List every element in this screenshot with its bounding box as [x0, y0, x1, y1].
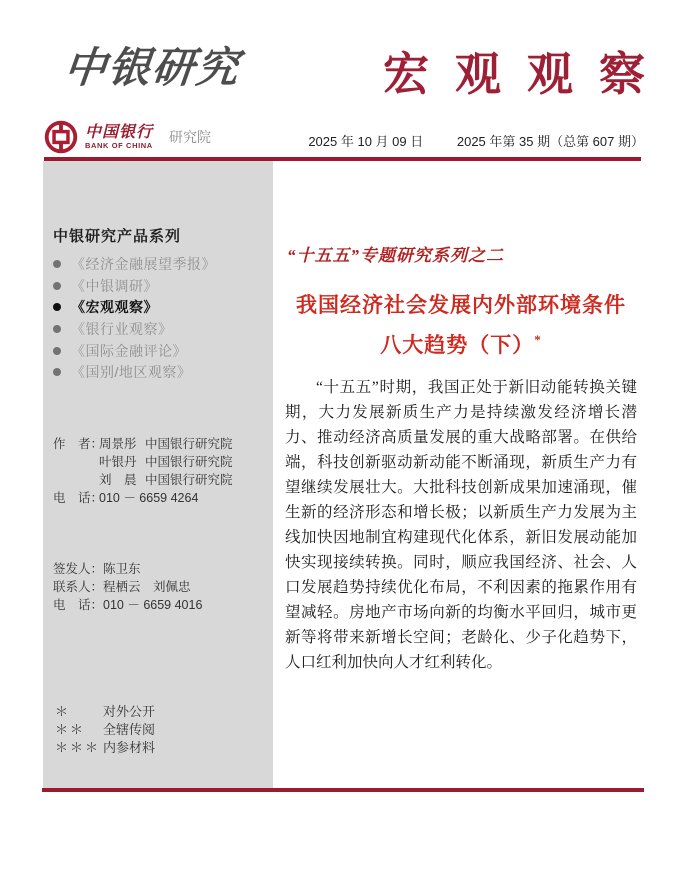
issuer-label: 签发人： [53, 562, 104, 576]
phone-number: 010 － 6659 4016 [103, 598, 203, 612]
boc-brand [44, 120, 211, 154]
zhongyin-research-calligraphy-logo: 中银研究 [61, 46, 243, 92]
author-label: 作 者： [53, 437, 104, 451]
boc-names [85, 124, 153, 150]
title-footnote-asterisk: * [534, 332, 542, 347]
sidebar [43, 161, 273, 788]
issuer-block [53, 559, 202, 613]
sidebar-item-banking-observation [53, 318, 216, 340]
classification-legend [55, 701, 155, 755]
author-name: 周景彤 [99, 437, 137, 451]
legend-label: 全辖传阅 [103, 721, 156, 737]
issue-date: 2025 年 10 月 09 日 [308, 134, 424, 149]
legend-row [55, 737, 155, 755]
sidebar-item-label: 《中银调研》 [71, 277, 158, 294]
author-org: 中国银行研究院 [145, 473, 233, 487]
date-issue-line [308, 131, 644, 150]
authors-block [53, 434, 233, 506]
boc-name-cn: 中国银行 [85, 124, 154, 141]
report-title [285, 285, 637, 365]
authors-phone-row [53, 488, 233, 506]
bullet-icon [53, 325, 61, 333]
one-star-marker: ＊ [55, 703, 71, 719]
author-name: 刘 晨 [99, 473, 137, 487]
publisher-row [44, 118, 644, 160]
contact-names: 程栖云 刘佩忠 [103, 580, 191, 594]
issue-number: 2025 年第 35 期（总第 607 期） [456, 134, 644, 149]
report-title-line2: 八大趋势（下） [380, 333, 535, 357]
author-name: 叶银丹 [99, 455, 137, 469]
sidebar-item-country-region-observation [53, 361, 216, 383]
bullet-icon [53, 347, 61, 355]
sidebar-item-intl-finance-review [53, 340, 216, 362]
legend-label: 内参材料 [103, 739, 156, 755]
boc-emblem-icon [44, 120, 78, 154]
footer-divider-rule [42, 788, 644, 792]
phone-label: 电 话： [53, 598, 104, 612]
author-org: 中国银行研究院 [145, 437, 233, 451]
sidebar-item-label: 《国际金融评论》 [71, 342, 187, 359]
sidebar-item-macro-observation [53, 296, 216, 318]
legend-label: 对外公开 [103, 703, 156, 719]
sidebar-item-label: 《经济金融展望季报》 [71, 255, 216, 272]
boc-name-en: BANK OF CHINA [85, 141, 153, 150]
three-star-marker: ＊＊＊ [55, 739, 101, 755]
author-row [53, 470, 233, 488]
abstract-paragraph: “十五五”时期，我国正处于新旧动能转换关键期，大力发展新质生产力是持续激发经济增长潜力、推动经济高质量发展的重大战略部署。在供给端，科技创新驱动新动能不断涌现，新质生产力有望继续发展壮大。大批科技创新成果加速涌现，催生新的经济形态和增长极；以新质生产力发展为主线加快因地制宜构建现代化体系，新旧发展动能加快实现接续转换。同时，顺应我国经济、社会、人口发展趋势持续优化布局，不利因素的拖累作用有望减轻。房地产市场向新的均衡水平回归，城市更新等将带来新增长空间；老龄化、少子化趋势下，人口红利加快向人才红利转化。 [285, 379, 637, 671]
sidebar-item-label: 《宏观观察》 [71, 299, 158, 316]
issuer-name: 陈卫东 [103, 562, 141, 576]
product-series-header: 中银研究产品系列 [53, 228, 182, 245]
contact-row [53, 577, 202, 595]
sidebar-item-label: 《国别/地区观察》 [71, 364, 192, 381]
legend-row [55, 719, 155, 737]
issuer-phone-row [53, 595, 202, 613]
product-series-list [53, 253, 216, 383]
main-content [285, 161, 637, 675]
two-star-marker: ＊＊ [55, 721, 86, 737]
sidebar-item-zhongyin-survey [53, 275, 216, 297]
bullet-icon [53, 368, 61, 376]
contact-label: 联系人： [53, 580, 104, 594]
issuer-row [53, 559, 202, 577]
author-row [53, 434, 233, 452]
bullet-icon [53, 282, 61, 290]
phone-number: 010 － 6659 4264 [99, 491, 199, 505]
series-subtitle: “十五五”专题研究系列之二 [287, 246, 504, 265]
sidebar-item-label: 《银行业观察》 [71, 320, 173, 337]
bullet-icon [53, 260, 61, 268]
phone-label: 电 话： [53, 491, 104, 505]
legend-row [55, 701, 155, 719]
sidebar-item-economic-financial-outlook [53, 253, 216, 275]
dept-label: 研究院 [169, 129, 212, 145]
bullet-icon [53, 303, 61, 311]
author-org: 中国银行研究院 [145, 455, 233, 469]
author-row [53, 452, 233, 470]
publication-masthead: 宏观观察 [383, 49, 671, 100]
report-title-line1: 我国经济社会发展内外部环境条件 [296, 293, 626, 317]
